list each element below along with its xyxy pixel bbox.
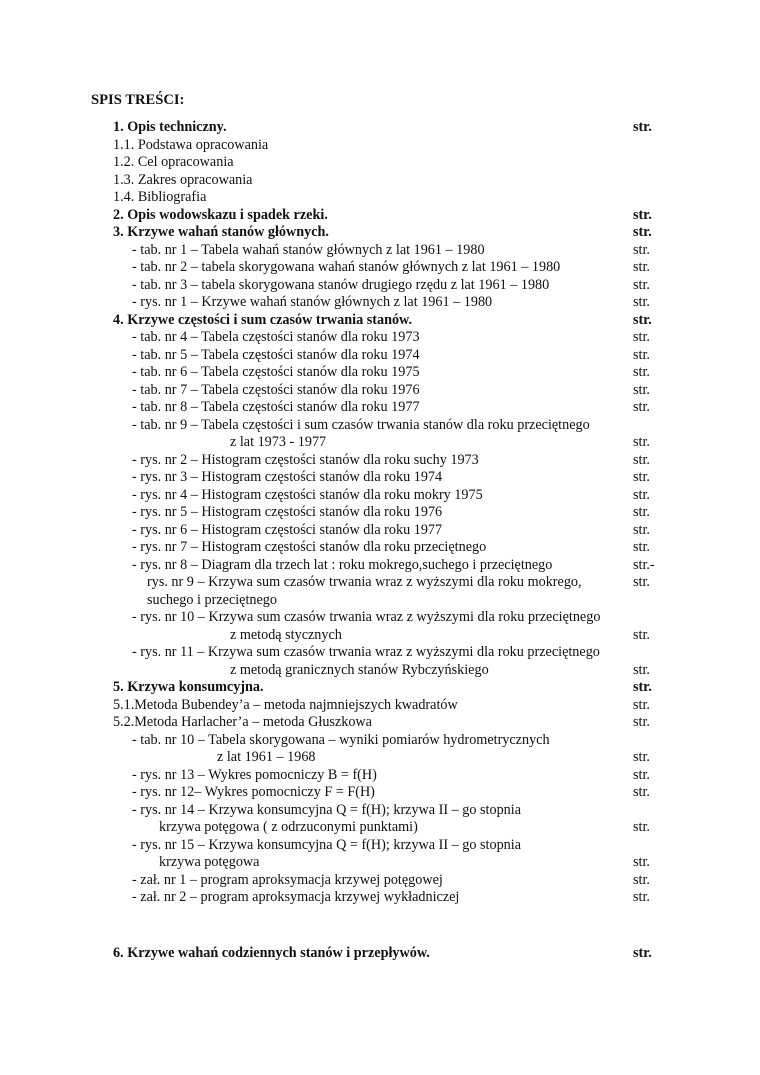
toc-entry-text: - zał. nr 2 – program aproksymacja krzywej wykładniczej [132, 889, 460, 905]
toc-entry-text: 1.1. Podstawa opracowania [113, 137, 269, 153]
toc-section-heading [0, 223, 760, 241]
toc-page-ref: str. [633, 539, 650, 555]
toc-entry-text: z lat 1973 - 1977 [230, 434, 327, 450]
toc-section-heading [0, 206, 760, 224]
toc-entry-text: - rys. nr 1 – Krzywe wahań stanów głównych z lat 1961 – 1980 [132, 294, 493, 310]
toc-entry-text: suchego i przeciętnego [147, 592, 277, 608]
toc-entry-text: krzywa potęgowa [159, 854, 260, 870]
toc-page-ref: str. [633, 347, 650, 363]
toc-entry-text: - tab. nr 3 – tabela skorygowana stanów drugiego rzędu z lat 1961 – 1980 [132, 277, 550, 293]
toc-page-ref: str.- [633, 557, 655, 573]
toc-section-heading [0, 944, 760, 962]
toc-page-ref: str. [633, 662, 650, 678]
toc-entry-text: - rys. nr 3 – Histogram częstości stanów dla roku 1974 [132, 469, 443, 485]
toc-entry [0, 398, 760, 416]
toc-page-ref: str. [633, 469, 650, 485]
toc-page-ref: str. [633, 277, 650, 293]
toc-entry-text: - rys. nr 6 – Histogram częstości stanów dla roku 1977 [132, 522, 443, 538]
toc-entry-text: rys. nr 9 – Krzywa sum czasów trwania wraz z wyższymi dla roku mokrego, [147, 574, 582, 590]
toc-section-heading [0, 311, 760, 329]
toc-entry [0, 556, 760, 574]
toc-page-ref: str. [633, 627, 650, 643]
toc-entry-text: 3. Krzywe wahań stanów głównych. [113, 224, 329, 240]
toc-section-heading [0, 678, 760, 696]
toc-entry-text: - rys. nr 14 – Krzywa konsumcyjna Q = f(H); krzywa II – go stopnia [132, 802, 521, 818]
toc-page-ref: str. [633, 889, 650, 905]
toc-page-ref: str. [633, 487, 650, 503]
toc-page-ref: str. [633, 242, 650, 258]
toc-entry [0, 258, 760, 276]
toc-page-ref: str. [633, 872, 650, 888]
toc-page-ref: str. [633, 259, 650, 275]
toc-entry-text: - tab. nr 1 – Tabela wahań stanów głównych z lat 1961 – 1980 [132, 242, 485, 258]
toc-entry-text: 1.2. Cel opracowania [113, 154, 234, 170]
toc-entry [0, 661, 760, 679]
toc-page-ref: str. [633, 382, 650, 398]
toc-entry [0, 381, 760, 399]
toc-entry-text: - tab. nr 9 – Tabela częstości i sum czasów trwania stanów dla roku przeciętnego [132, 417, 590, 433]
toc-entry [0, 591, 760, 609]
toc-entry-text: - zał. nr 1 – program aproksymacja krzywej potęgowej [132, 872, 443, 888]
toc-entry [0, 153, 760, 171]
toc-entry [0, 573, 760, 591]
toc-entry [0, 748, 760, 766]
toc-entry-text: 1.3. Zakres opracowania [113, 172, 253, 188]
toc-entry [0, 433, 760, 451]
toc-page-ref: str. [633, 399, 650, 415]
toc-entry [0, 171, 760, 189]
toc-entry [0, 521, 760, 539]
toc-entry [0, 801, 760, 819]
toc-page-ref: str. [633, 294, 650, 310]
toc-entry [0, 626, 760, 644]
toc-entry-text: - tab. nr 7 – Tabela częstości stanów dla roku 1976 [132, 382, 420, 398]
toc-entry [0, 486, 760, 504]
toc-page-ref: str. [633, 767, 650, 783]
toc-entry [0, 853, 760, 871]
toc-entry [0, 888, 760, 906]
toc-entry [0, 468, 760, 486]
toc-page-ref: str. [633, 749, 650, 765]
toc-entry [0, 643, 760, 661]
toc-page-ref: str. [633, 819, 650, 835]
toc-entry-text: - rys. nr 10 – Krzywa sum czasów trwania wraz z wyższymi dla roku przeciętnego [132, 609, 601, 625]
toc-entry-text: - tab. nr 5 – Tabela częstości stanów dla roku 1974 [132, 347, 420, 363]
toc-entry-text: - rys. nr 11 – Krzywa sum czasów trwania wraz z wyższymi dla roku przeciętnego [132, 644, 600, 660]
toc-page-ref: str. [633, 522, 650, 538]
toc-entry [0, 713, 760, 731]
toc-entry [0, 188, 760, 206]
toc-page-ref: str. [633, 329, 650, 345]
toc-entry [0, 608, 760, 626]
toc-entry [0, 328, 760, 346]
toc-entry [0, 293, 760, 311]
toc-page-ref: str. [633, 679, 652, 695]
toc-page-ref: str. [633, 504, 650, 520]
toc-entry-text: - rys. nr 15 – Krzywa konsumcyjna Q = f(H); krzywa II – go stopnia [132, 837, 521, 853]
toc-entry [0, 276, 760, 294]
toc-entry-text: - rys. nr 7 – Histogram częstości stanów dla roku przeciętnego [132, 539, 487, 555]
toc-entry [0, 241, 760, 259]
toc-page-ref: str. [633, 574, 650, 590]
toc-entry-text: 6. Krzywe wahań codziennych stanów i przepływów. [113, 945, 430, 961]
toc-entry [0, 731, 760, 749]
toc-entry-text: z metodą stycznych [230, 627, 342, 643]
toc-entry-text: 1.4. Bibliografia [113, 189, 207, 205]
toc-entry [0, 836, 760, 854]
toc-entry-text: 1. Opis techniczny. [113, 119, 227, 135]
toc-entry-text: - tab. nr 10 – Tabela skorygowana – wyniki pomiarów hydrometrycznych [132, 732, 550, 748]
toc-entry-text: - rys. nr 12– Wykres pomocniczy F = F(H) [132, 784, 375, 800]
toc-entry-text: - rys. nr 4 – Histogram częstości stanów dla roku mokry 1975 [132, 487, 483, 503]
toc-page-ref: str. [633, 207, 652, 223]
toc-page-ref: str. [633, 119, 652, 135]
toc-page-ref: str. [633, 714, 650, 730]
toc-page-ref: str. [633, 697, 650, 713]
toc-entry-text: 2. Opis wodowskazu i spadek rzeki. [113, 207, 328, 223]
toc-entry-text: z metodą granicznych stanów Rybczyńskiego [230, 662, 489, 678]
toc-page-ref: str. [633, 434, 650, 450]
toc-page-ref: str. [633, 452, 650, 468]
toc-entry-text: 5. Krzywa konsumcyjna. [113, 679, 264, 695]
toc-entry [0, 136, 760, 154]
toc-entry [0, 538, 760, 556]
toc-entry [0, 783, 760, 801]
toc-entry-text: - rys. nr 2 – Histogram częstości stanów dla roku suchy 1973 [132, 452, 479, 468]
toc-title: SPIS TREŚCI: [91, 92, 185, 108]
toc-entry [0, 346, 760, 364]
toc-entry-text: - tab. nr 4 – Tabela częstości stanów dla roku 1973 [132, 329, 420, 345]
toc-page-ref: str. [633, 312, 652, 328]
toc-entry-text: 5.1.Metoda Bubendey’a – metoda najmniejszych kwadratów [113, 697, 458, 713]
toc-entry [0, 766, 760, 784]
toc-entry-text: 4. Krzywe częstości i sum czasów trwania stanów. [113, 312, 413, 328]
toc-entry-text: krzywa potęgowa ( z odrzuconymi punktami) [159, 819, 418, 835]
toc-page-ref: str. [633, 224, 652, 240]
toc-entry [0, 696, 760, 714]
toc-entry-text: - rys. nr 8 – Diagram dla trzech lat : roku mokrego,suchego i przeciętnego [132, 557, 553, 573]
toc-entry [0, 416, 760, 434]
toc-page-ref: str. [633, 945, 652, 961]
toc-entry [0, 503, 760, 521]
toc-entry-text: - rys. nr 5 – Histogram częstości stanów dla roku 1976 [132, 504, 443, 520]
toc-page-ref: str. [633, 364, 650, 380]
toc-section-heading [0, 118, 760, 136]
toc-entry-text: - tab. nr 6 – Tabela częstości stanów dla roku 1975 [132, 364, 420, 380]
toc-entry-text: - tab. nr 8 – Tabela częstości stanów dla roku 1977 [132, 399, 420, 415]
toc-entry [0, 451, 760, 469]
toc-entry [0, 818, 760, 836]
toc-page-ref: str. [633, 854, 650, 870]
toc-page-ref: str. [633, 784, 650, 800]
toc-entry-text: - tab. nr 2 – tabela skorygowana wahań stanów głównych z lat 1961 – 1980 [132, 259, 561, 275]
toc-entry [0, 871, 760, 889]
toc-entry-text: z lat 1961 – 1968 [217, 749, 316, 765]
toc-entry-text: - rys. nr 13 – Wykres pomocniczy B = f(H) [132, 767, 377, 783]
toc-entry [0, 363, 760, 381]
toc-entry-text: 5.2.Metoda Harlacher’a – metoda Głuszkowa [113, 714, 372, 730]
